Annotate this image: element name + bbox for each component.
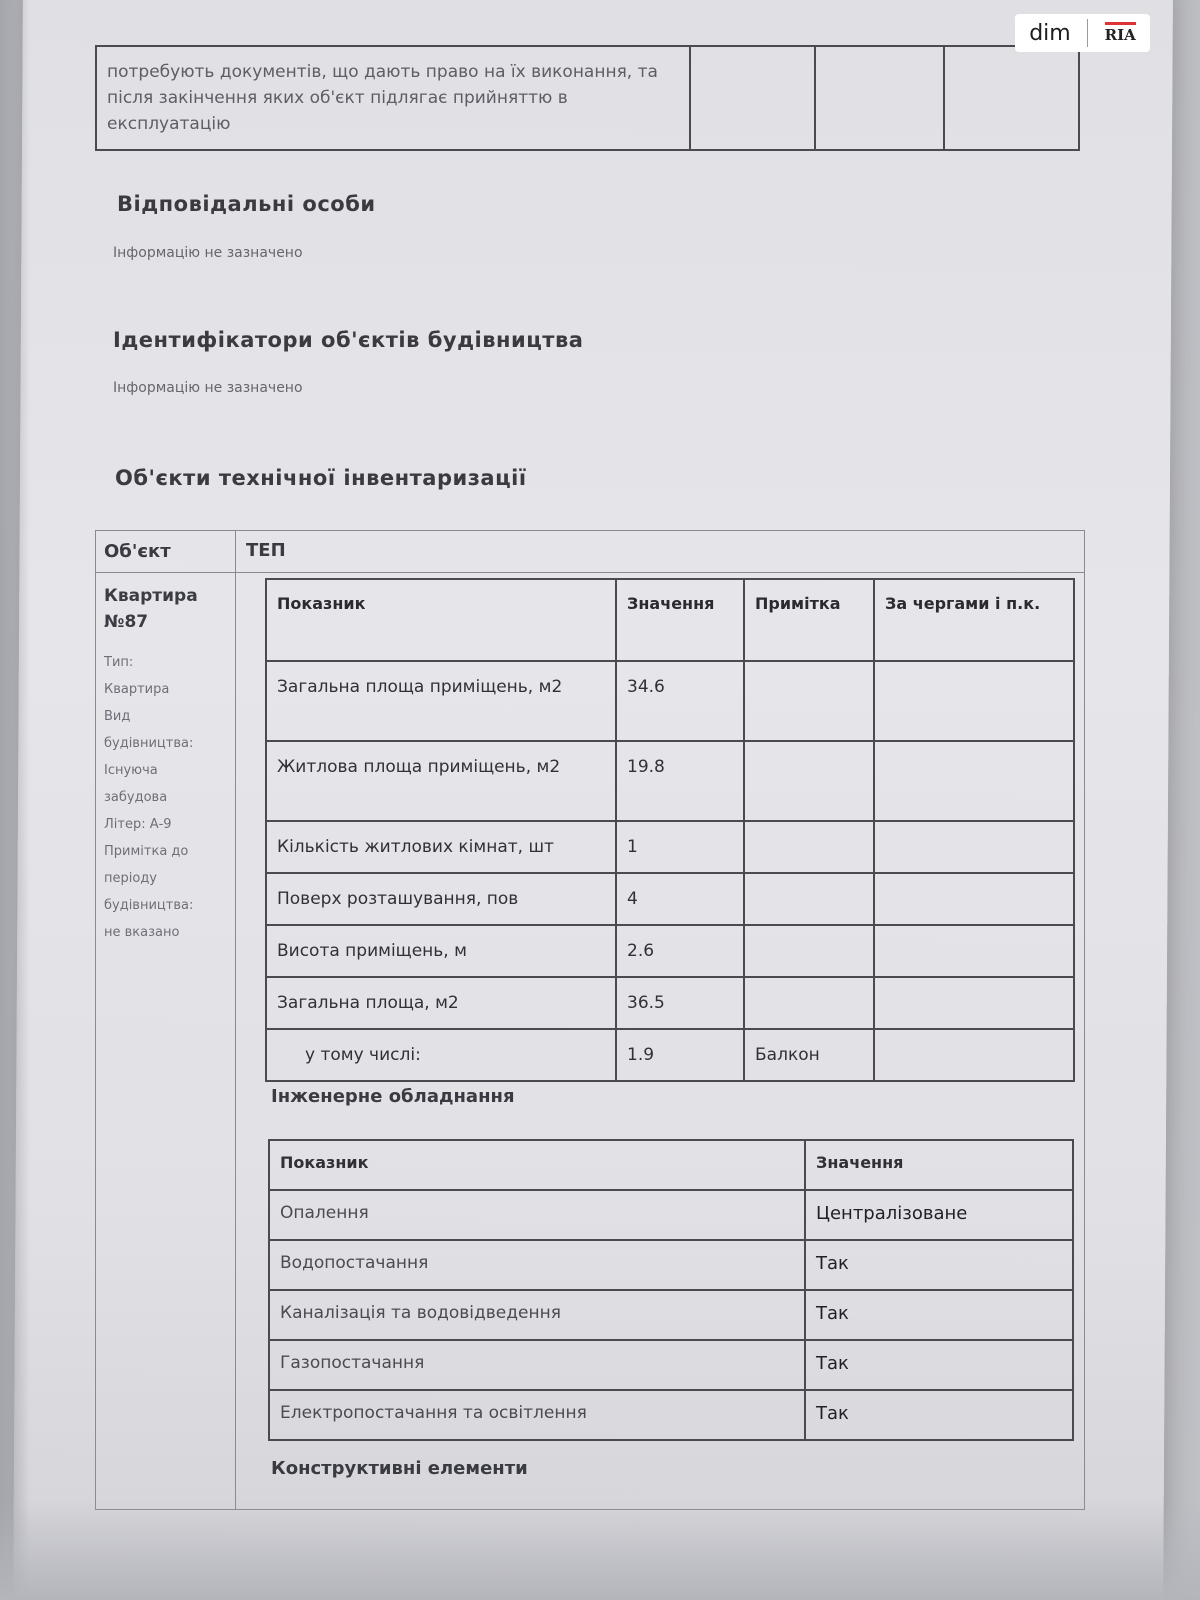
tep-value: 34.6 [616, 661, 744, 741]
dimria-watermark [1015, 14, 1150, 52]
inventory-title: Об'єкти технічної інвентаризації [115, 466, 527, 490]
object-detail-line: Літер: А-9 [104, 817, 172, 832]
object-cell [96, 573, 236, 1510]
tep-note [744, 741, 874, 821]
table-row [266, 977, 1074, 1029]
tep-indicator: Загальна площа, м2 [266, 977, 616, 1029]
tep-queue [874, 977, 1074, 1029]
watermark-ria-logo: RIA [1105, 22, 1136, 44]
object-detail-line: Тип: [104, 655, 134, 670]
tep-indicator: Загальна площа приміщень, м2 [266, 661, 616, 741]
object-detail-line: Існуюча [104, 763, 158, 778]
object-detail-line: Вид [104, 709, 131, 724]
tep-queue [874, 741, 1074, 821]
tep-header-value: Значення [616, 579, 744, 661]
tep-value: 36.5 [616, 977, 744, 1029]
tep-note [744, 977, 874, 1029]
object-detail-line: будівництва: [104, 898, 194, 913]
table-row [266, 821, 1074, 873]
tep-note [744, 873, 874, 925]
eng-value: Так [805, 1340, 1073, 1390]
page-shadow-bottom [0, 1500, 1200, 1600]
eng-indicator: Опалення [269, 1190, 805, 1240]
responsible-title: Відповідальні особи [117, 192, 376, 216]
tep-header-queue: За чергами і п.к. [874, 579, 1074, 661]
tep-indicator: Висота приміщень, м [266, 925, 616, 977]
object-detail-line: періоду [104, 871, 157, 886]
tep-value: 19.8 [616, 741, 744, 821]
engineering-table [268, 1139, 1074, 1441]
object-detail-line: будівництва: [104, 736, 194, 751]
object-name: Квартира №87 [104, 586, 198, 632]
tep-value: 4 [616, 873, 744, 925]
tep-indicator: Житлова площа приміщень, м2 [266, 741, 616, 821]
tep-queue [874, 925, 1074, 977]
top-empty-cell [815, 46, 945, 150]
object-detail-line: Квартира [104, 682, 170, 697]
eng-indicator: Водопостачання [269, 1240, 805, 1290]
col-object-header: Об'єкт [96, 531, 236, 573]
tep-note: Балкон [744, 1029, 874, 1081]
tep-note [744, 821, 874, 873]
eng-value: Централізоване [805, 1190, 1073, 1240]
tep-indicator: Кількість житлових кімнат, шт [266, 821, 616, 873]
eng-value: Так [805, 1240, 1073, 1290]
eng-header-value: Значення [805, 1140, 1073, 1190]
tep-queue [874, 661, 1074, 741]
object-detail-line: не вказано [104, 925, 180, 940]
tep-header-note: Примітка [744, 579, 874, 661]
table-row [269, 1190, 1073, 1240]
responsible-note: Інформацію не зазначено [113, 245, 303, 261]
object-detail-line: забудова [104, 790, 168, 805]
tep-indicator: у тому числі: [266, 1029, 616, 1081]
eng-value: Так [805, 1290, 1073, 1340]
table-row [266, 741, 1074, 821]
tep-queue [874, 1029, 1074, 1081]
eng-indicator: Газопостачання [269, 1340, 805, 1390]
tep-value: 1.9 [616, 1029, 744, 1081]
object-detail-line: Примітка до [104, 844, 189, 859]
tep-value: 1 [616, 821, 744, 873]
watermark-dim-text: dim [1029, 20, 1071, 46]
watermark-divider [1087, 19, 1088, 47]
table-row [269, 1240, 1073, 1290]
tep-table [265, 578, 1075, 1082]
top-empty-cell [690, 46, 815, 150]
tep-indicator: Поверх розташування, пов [266, 873, 616, 925]
identifiers-title: Ідентифікатори об'єктів будівництва [113, 328, 584, 352]
table-row [266, 873, 1074, 925]
eng-indicator: Каналізація та водовідведення [269, 1290, 805, 1340]
table-row [269, 1290, 1073, 1340]
identifiers-note: Інформацію не зазначено [113, 380, 303, 396]
constructive-elements-title: Конструктивні елементи [271, 1458, 528, 1479]
table-row [266, 925, 1074, 977]
col-tep-header: ТЕП [236, 531, 1085, 573]
tep-note [744, 925, 874, 977]
tep-queue [874, 873, 1074, 925]
tep-header-indicator: Показник [266, 579, 616, 661]
eng-indicator: Електропостачання та освітлення [269, 1390, 805, 1440]
top-residual-table [95, 45, 1080, 151]
tep-queue [874, 821, 1074, 873]
top-row-text: потребують документів, що дають право на їх виконання, та після закінчення яких об'єкт підлягає прийняттю в експлуатацію [96, 46, 690, 150]
top-empty-cell [944, 46, 1079, 150]
tep-value: 2.6 [616, 925, 744, 977]
table-row [266, 1029, 1074, 1081]
eng-header-indicator: Показник [269, 1140, 805, 1190]
table-row [269, 1390, 1073, 1440]
table-row [266, 661, 1074, 741]
eng-value: Так [805, 1390, 1073, 1440]
table-row [269, 1340, 1073, 1390]
engineering-title: Інженерне обладнання [271, 1086, 515, 1107]
tep-note [744, 661, 874, 741]
page-shadow-left [0, 0, 30, 1600]
